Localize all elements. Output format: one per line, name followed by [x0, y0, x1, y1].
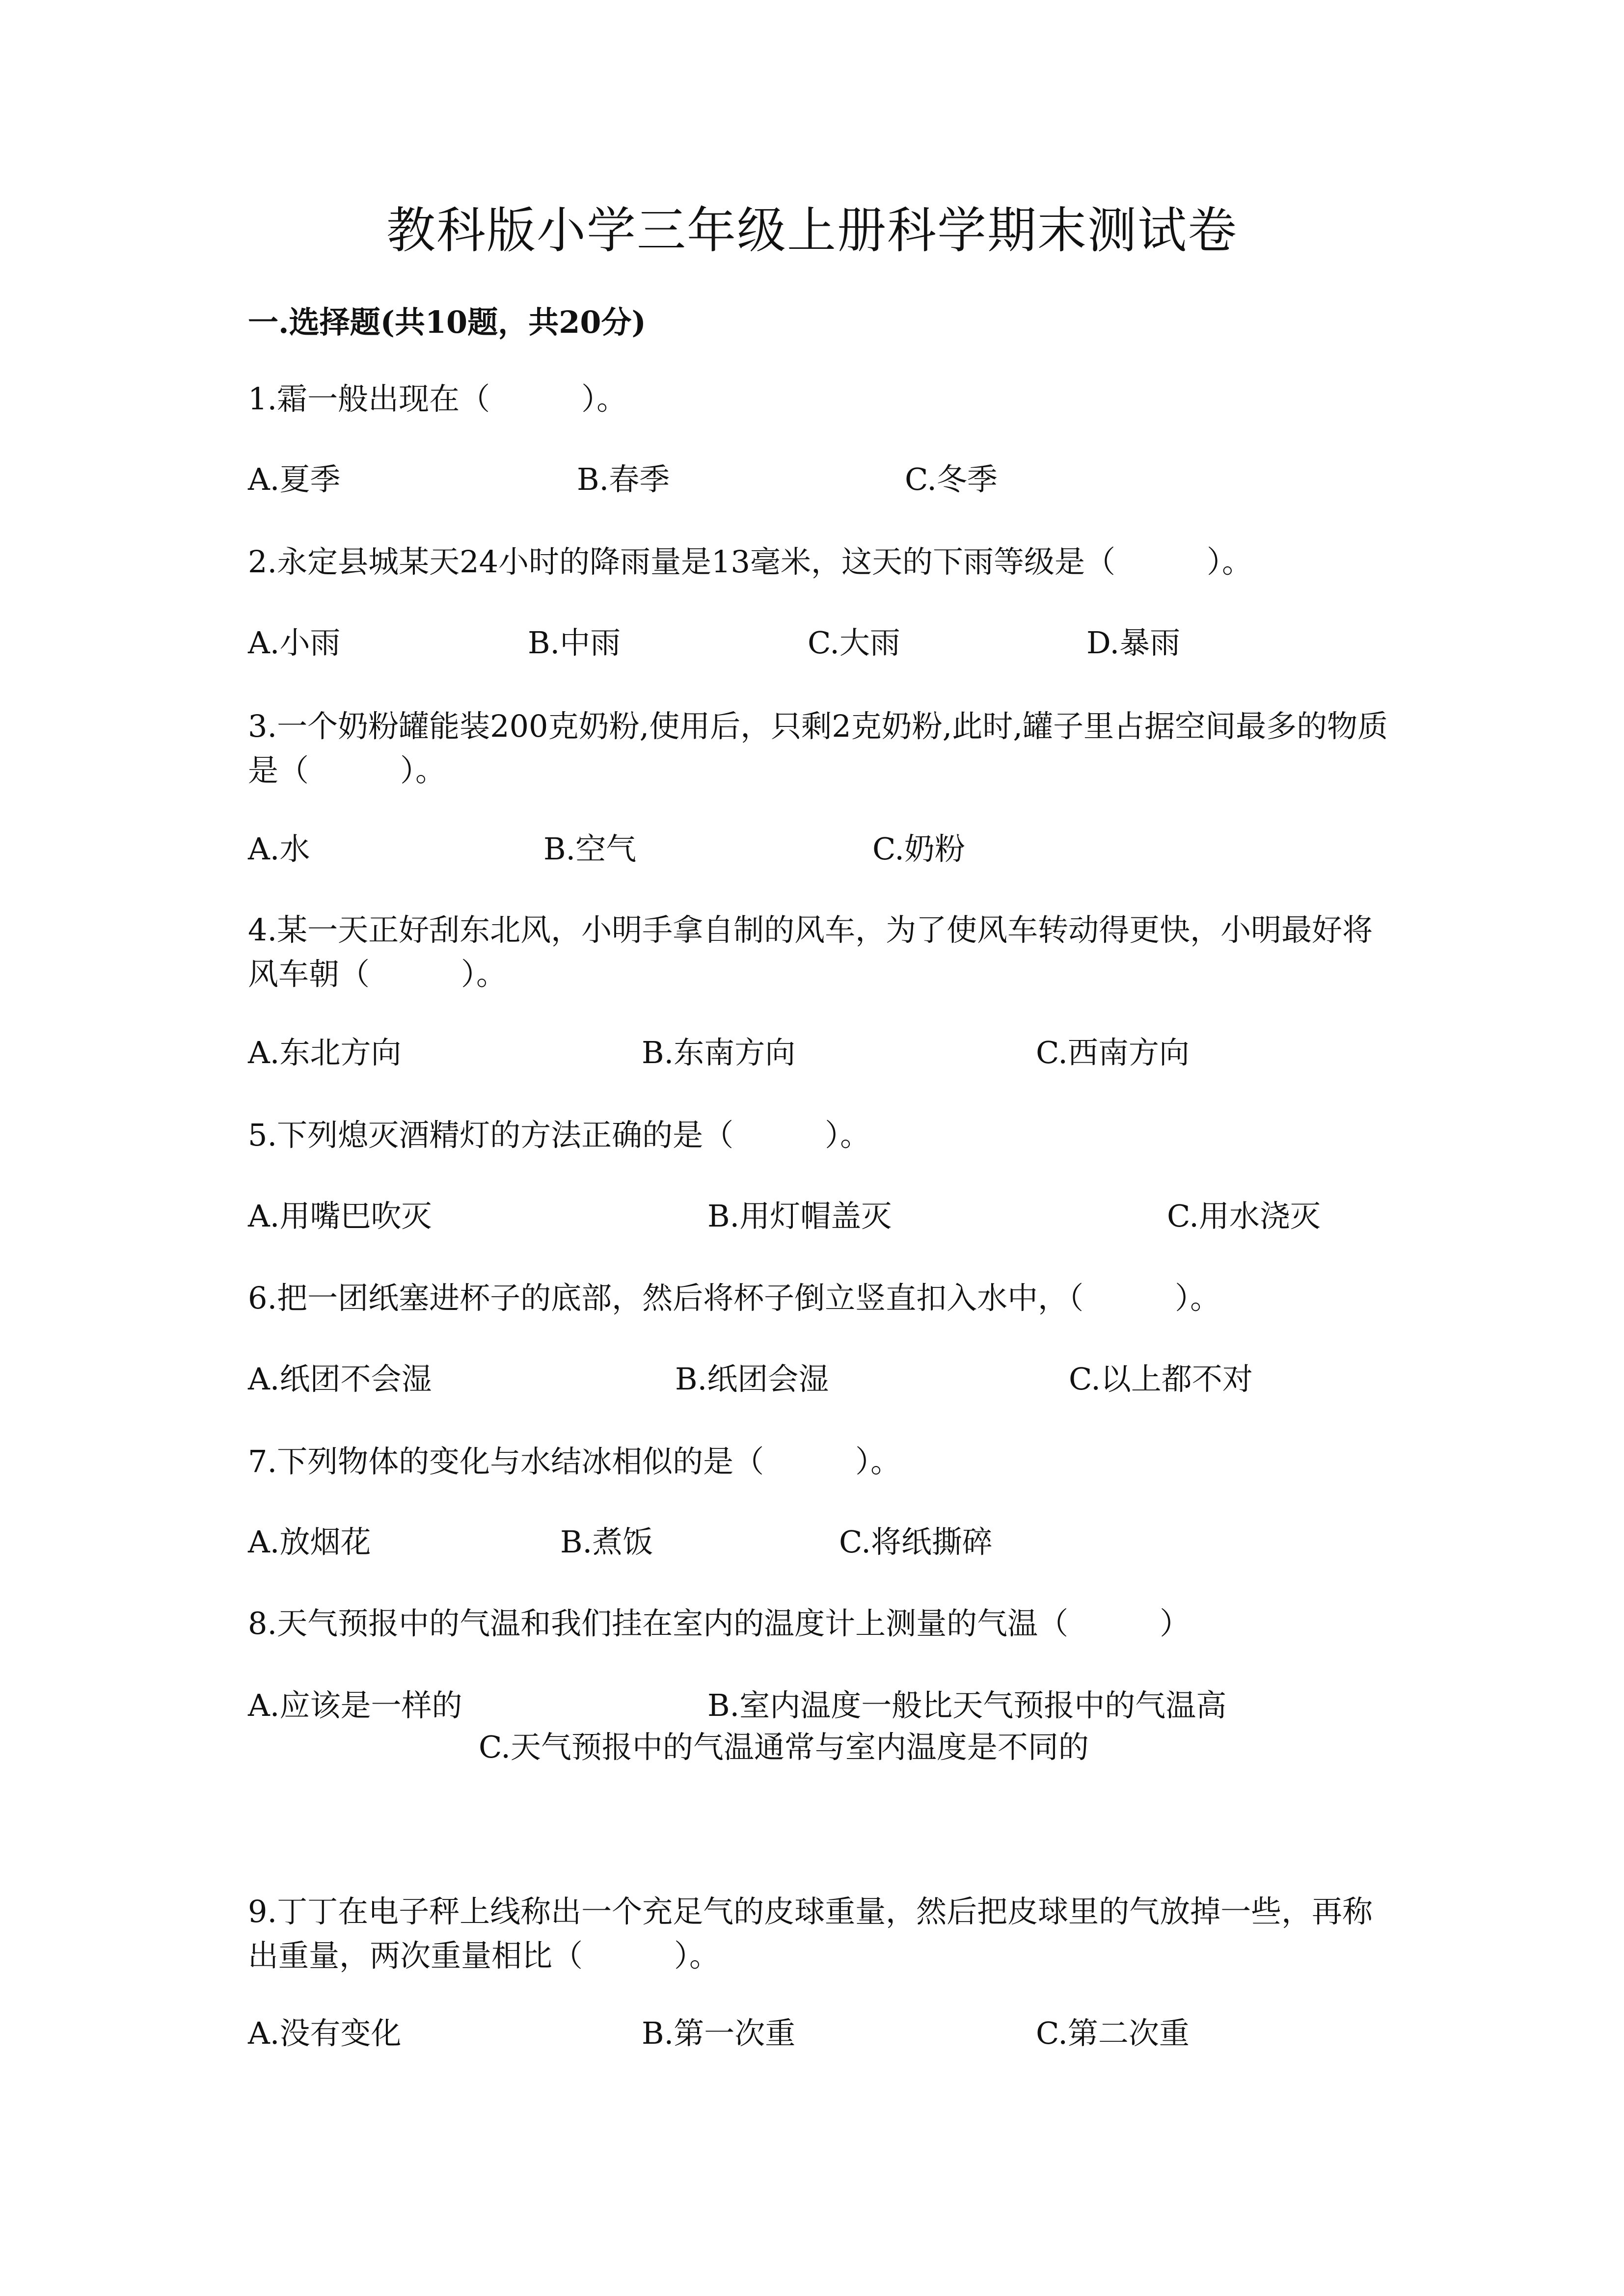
answer-option[interactable]: C.用水浇灭	[1167, 1198, 1321, 1234]
answer-option[interactable]: A.应该是一样的	[248, 1687, 462, 1723]
answer-option[interactable]: B.纸团会湿	[675, 1361, 829, 1397]
answer-option[interactable]: C.冬季	[905, 461, 998, 497]
answer-option[interactable]: A.水	[248, 831, 310, 867]
answer-option[interactable]: A.用嘴巴吹灭	[248, 1198, 432, 1234]
answer-option[interactable]: B.用灯帽盖灭	[707, 1198, 892, 1234]
answer-option[interactable]: B.室内温度一般比天气预报中的气温高	[707, 1687, 1227, 1723]
page-title: 教科版小学三年级上册科学期末测试卷	[386, 202, 1238, 259]
answer-option[interactable]: C.以上都不对	[1069, 1361, 1253, 1397]
answer-option[interactable]: B.第一次重	[642, 2015, 796, 2051]
answer-option[interactable]: A.放烟花	[248, 1524, 371, 1560]
answer-option[interactable]: A.东北方向	[248, 1035, 402, 1070]
answer-option[interactable]: C.将纸撕碎	[839, 1524, 993, 1560]
answer-option[interactable]: B.中雨	[528, 625, 621, 661]
answer-option[interactable]: B.东南方向	[642, 1035, 796, 1070]
question-stem: 6.把一团纸塞进杯子的底部，然后将杯子倒立竖直扣入水中，（ ）。	[248, 1280, 1221, 1316]
question-stem: 9.丁丁在电子秤上线称出一个充足气的皮球重量，然后把皮球里的气放掉一些，再称出重量，两次重量相比（ ）。	[248, 1894, 1373, 1974]
answer-option[interactable]: D.暴雨	[1086, 625, 1181, 661]
answer-option[interactable]: C.西南方向	[1036, 1035, 1190, 1070]
answer-option[interactable]: A.纸团不会湿	[248, 1361, 432, 1397]
question-stem: 3.一个奶粉罐能装200克奶粉,使用后，只剩2克奶粉,此时,罐子里占据空间最多的物质是（ ）。	[248, 708, 1388, 788]
answer-option[interactable]: B.春季	[577, 461, 670, 497]
question-stem: 5.下列熄灭酒精灯的方法正确的是（ ）。	[248, 1117, 871, 1153]
question-stem: 8.天气预报中的气温和我们挂在室内的温度计上测量的气温（ ）	[248, 1605, 1191, 1641]
answer-option[interactable]: C.第二次重	[1036, 2015, 1190, 2051]
answer-option[interactable]: B.煮饭	[560, 1524, 653, 1560]
question-stem: 2.永定县城某天24小时的降雨量是13毫米，这天的下雨等级是（ ）。	[248, 544, 1252, 580]
answer-option[interactable]: A.夏季	[248, 461, 341, 497]
answer-option[interactable]: C.奶粉	[872, 831, 965, 867]
question-stem: 4.某一天正好刮东北风，小明手拿自制的风车，为了使风车转动得更快，小明最好将风车朝（ ）。	[248, 912, 1373, 992]
answer-option[interactable]: A.没有变化	[248, 2015, 402, 2051]
answer-option[interactable]: C.天气预报中的气温通常与室内温度是不同的	[479, 1729, 1089, 1765]
question-stem: 1.霜一般出现在（ ）。	[248, 381, 627, 417]
section-heading: 一.选择题(共10题，共20分)	[248, 304, 646, 340]
answer-option[interactable]: A.小雨	[248, 625, 341, 661]
question-stem: 7.下列物体的变化与水结冰相似的是（ ）。	[248, 1443, 901, 1479]
answer-option[interactable]: C.大雨	[808, 625, 900, 661]
answer-option[interactable]: B.空气	[543, 831, 637, 867]
